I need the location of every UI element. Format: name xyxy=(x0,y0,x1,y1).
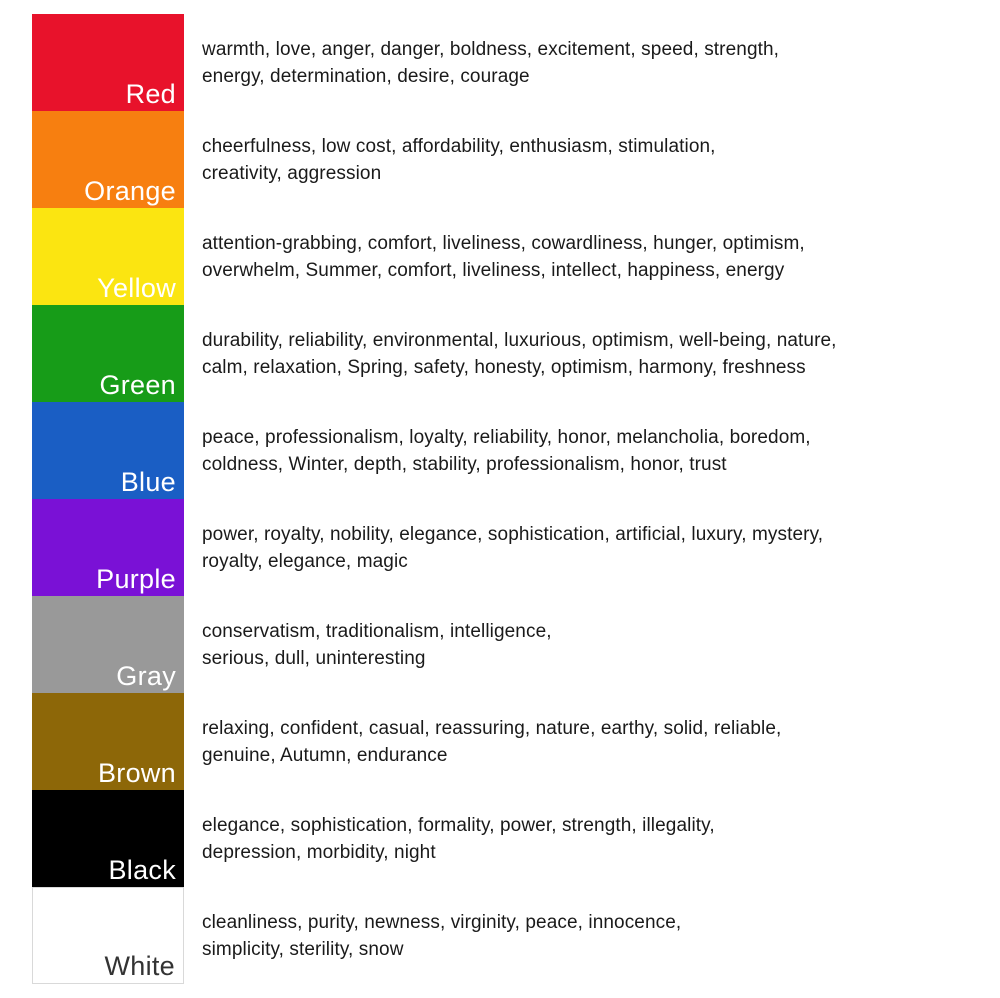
color-swatch xyxy=(32,596,184,693)
color-associations xyxy=(184,887,990,984)
color-associations xyxy=(184,499,990,596)
association-line: cleanliness, purity, newness, virginity, peace, innocence, xyxy=(202,911,682,933)
color-name-label: Black xyxy=(108,855,176,885)
association-line: relaxing, confident, casual, reassuring, nature, earthy, solid, reliable, xyxy=(202,717,782,739)
color-row xyxy=(32,402,990,499)
association-line: genuine, Autumn, endurance xyxy=(202,744,448,766)
color-name-label: Blue xyxy=(120,467,176,497)
association-line: serious, dull, uninteresting xyxy=(202,647,426,669)
association-line: creativity, aggression xyxy=(202,162,382,184)
color-row xyxy=(32,693,990,790)
association-line: durability, reliability, environmental, luxurious, optimism, well-being, nature, xyxy=(202,329,837,351)
color-swatch xyxy=(32,499,184,596)
association-line: power, royalty, nobility, elegance, sophistication, artificial, luxury, mystery, xyxy=(202,523,824,545)
association-line: coldness, Winter, depth, stability, professionalism, honor, trust xyxy=(202,453,727,475)
association-line: calm, relaxation, Spring, safety, honesty, optimism, harmony, freshness xyxy=(202,356,806,378)
association-line: cheerfulness, low cost, affordability, enthusiasm, stimulation, xyxy=(202,135,716,157)
association-line: depression, morbidity, night xyxy=(202,841,436,863)
color-name-label: Yellow xyxy=(97,273,176,303)
color-associations xyxy=(184,596,990,693)
association-line: energy, determination, desire, courage xyxy=(202,65,530,87)
color-associations xyxy=(184,208,990,305)
color-associations xyxy=(184,402,990,499)
color-swatch xyxy=(32,887,184,984)
color-row xyxy=(32,790,990,887)
color-associations xyxy=(184,111,990,208)
color-swatch xyxy=(32,14,184,111)
color-row xyxy=(32,499,990,596)
color-swatch xyxy=(32,208,184,305)
color-swatch xyxy=(32,305,184,402)
association-line: overwhelm, Summer, comfort, liveliness, intellect, happiness, energy xyxy=(202,259,785,281)
color-name-label: Orange xyxy=(84,176,176,206)
color-name-label: Red xyxy=(125,79,176,109)
color-swatch xyxy=(32,790,184,887)
color-row xyxy=(32,208,990,305)
association-line: conservatism, traditionalism, intelligence, xyxy=(202,620,552,642)
color-name-label: Green xyxy=(99,370,176,400)
color-name-label: Gray xyxy=(116,661,176,691)
color-associations xyxy=(184,790,990,887)
association-line: elegance, sophistication, formality, power, strength, illegality, xyxy=(202,814,715,836)
association-line: warmth, love, anger, danger, boldness, excitement, speed, strength, xyxy=(202,38,780,60)
association-line: simplicity, sterility, snow xyxy=(202,938,404,960)
color-name-label: White xyxy=(104,951,175,981)
color-row xyxy=(32,887,990,984)
color-swatch xyxy=(32,111,184,208)
color-swatch xyxy=(32,402,184,499)
color-associations xyxy=(184,693,990,790)
color-swatch xyxy=(32,693,184,790)
color-row xyxy=(32,111,990,208)
association-line: peace, professionalism, loyalty, reliability, honor, melancholia, boredom, xyxy=(202,426,811,448)
color-associations xyxy=(184,14,990,111)
color-row xyxy=(32,305,990,402)
color-associations xyxy=(184,305,990,402)
association-line: royalty, elegance, magic xyxy=(202,550,408,572)
association-line: attention-grabbing, comfort, liveliness, cowardliness, hunger, optimism, xyxy=(202,232,805,254)
color-row xyxy=(32,14,990,111)
color-row xyxy=(32,596,990,693)
color-name-label: Purple xyxy=(96,564,176,594)
color-name-label: Brown xyxy=(97,758,176,788)
